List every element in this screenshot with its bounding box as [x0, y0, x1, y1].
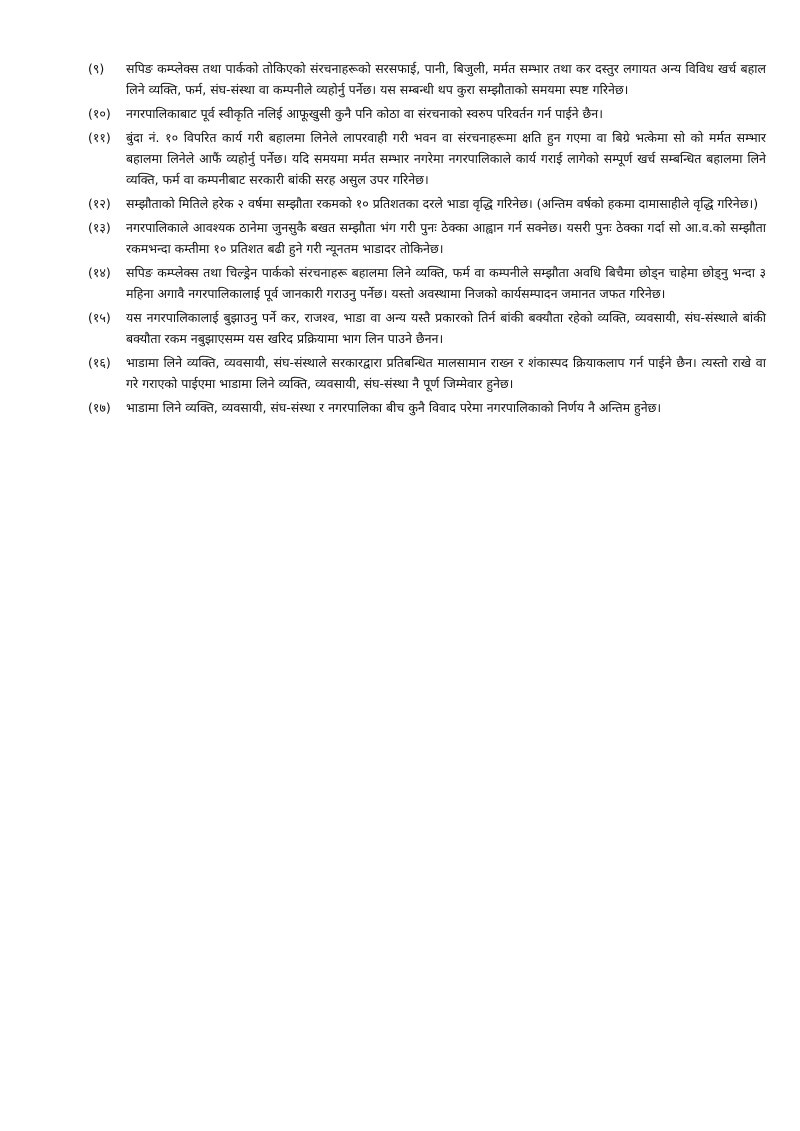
clause-text: नगरपालिकाले आवश्यक ठानेमा जुनसुकै बखत सम्झौता भंग गरी पुनः ठेक्का आह्वान गर्न सक्नेछ। यसरी पुनः ठेक्का गर्दा सो आ.व.को सम्झौता रकमभन्दा कम्तीमा १० प्रतिशत बढी हुने गरी न्यूनतम भाडादर तोकिनेछ। — [126, 220, 766, 256]
clause-item — [88, 58, 766, 100]
clause-text: यस नगरपालिकालाई बुझाउनु पर्ने कर, राजश्व, भाडा वा अन्य यस्तै प्रकारको तिर्न बांकी बक्यौता रहेको व्यक्ति, व्यवसायी, संघ-संस्थाले बांकी बक्यौता रकम नबुझाएसम्म यस खरिद प्रक्रियामा भाग लिन पाउने छैनन। — [126, 310, 766, 346]
clause-number: (११) — [88, 130, 111, 145]
clause-item — [88, 307, 766, 349]
clause-number: (१२) — [88, 196, 111, 211]
clause-text: सपिङ कम्प्लेक्स तथा पार्कको तोकिएको संरचनाहरूको सरसफाई, पानी, बिजुली, मर्मत सम्भार तथा कर दस्तुर लगायत अन्य विविध खर्च बहाल लिने व्यक्ति, फर्म, संघ-संस्था वा कम्पनीले व्यहोर्नु पर्नेछ। यस सम्बन्धी थप कुरा सम्झौताको समयमा स्पष्ट गरिनेछ। — [126, 61, 766, 97]
clause-text: नगरपालिकाबाट पूर्व स्वीकृति नलिई आफूखुसी कुनै पनि कोठा वा संरचनाको स्वरुप परिवर्तन गर्न पाईने छैन। — [126, 106, 603, 121]
clause-text: सपिङ कम्प्लेक्स तथा चिल्ड्रेन पार्कको संरचनाहरू बहालमा लिने व्यक्ति, फर्म वा कम्पनीले सम्झौता अवधि बिचैमा छोड्न चाहेमा छोड्नु भन्दा ३ महिना अगावै नगरपालिकालाई पूर्व जानकारी गराउनु पर्नेछ। यस्तो अवस्थामा निजको कार्यसम्पादन जमानत जफत गरिनेछ। — [126, 265, 766, 301]
clause-number: (१०) — [88, 106, 111, 121]
clause-item — [88, 127, 766, 190]
clause-item — [88, 103, 766, 124]
clause-item — [88, 193, 766, 214]
clause-item — [88, 217, 766, 259]
clause-item — [88, 352, 766, 394]
clause-number: (१७) — [88, 400, 111, 415]
clause-text: बुंदा नं. १० विपरित कार्य गरी बहालमा लिनेले लापरवाही गरी भवन वा संरचनाहरूमा क्षति हुन गएमा वा बिग्रे भत्केमा सो को मर्मत सम्भार बहालमा लिनेले आफैं व्यहोर्नु पर्नेछ। यदि समयमा मर्मत सम्भार नगरेमा नगरपालिकाले कार्य गराई लागेको सम्पूर्ण खर्च सम्बन्धित बहालमा लिने व्यक्ति, फर्म वा कम्पनीबाट सरकारी बांकी सरह असुल उपर गरिनेछ। — [126, 130, 766, 187]
clause-item — [88, 262, 766, 304]
clause-number: (९) — [88, 61, 105, 76]
clause-text: सम्झौताको मितिले हरेक २ वर्षमा सम्झौता रकमको १० प्रतिशतका दरले भाडा वृद्धि गरिनेछ। (अन्तिम वर्षको हकमा दामासाहीले वृद्धि गरिनेछ।) — [126, 196, 759, 211]
clause-number: (१६) — [88, 355, 111, 370]
clause-number: (१५) — [88, 310, 111, 325]
clause-item — [88, 397, 766, 418]
clause-text: भाडामा लिने व्यक्ति, व्यवसायी, संघ-संस्था र नगरपालिका बीच कुनै विवाद परेमा नगरपालिकाको निर्णय नै अन्तिम हुनेछ। — [126, 400, 662, 415]
clause-text: भाडामा लिने व्यक्ति, व्यवसायी, संघ-संस्थाले सरकारद्वारा प्रतिबन्धित मालसामान राख्न र शंकास्पद क्रियाकलाप गर्न पाईने छैन। त्यस्तो राखे वा गरे गराएको पाईएमा भाडामा लिने व्यक्ति, व्यवसायी, संघ-संस्था नै पूर्ण जिम्मेवार हुनेछ। — [126, 355, 766, 391]
clause-number: (१४) — [88, 265, 111, 280]
clause-list — [88, 58, 766, 421]
clause-number: (१३) — [88, 220, 111, 235]
